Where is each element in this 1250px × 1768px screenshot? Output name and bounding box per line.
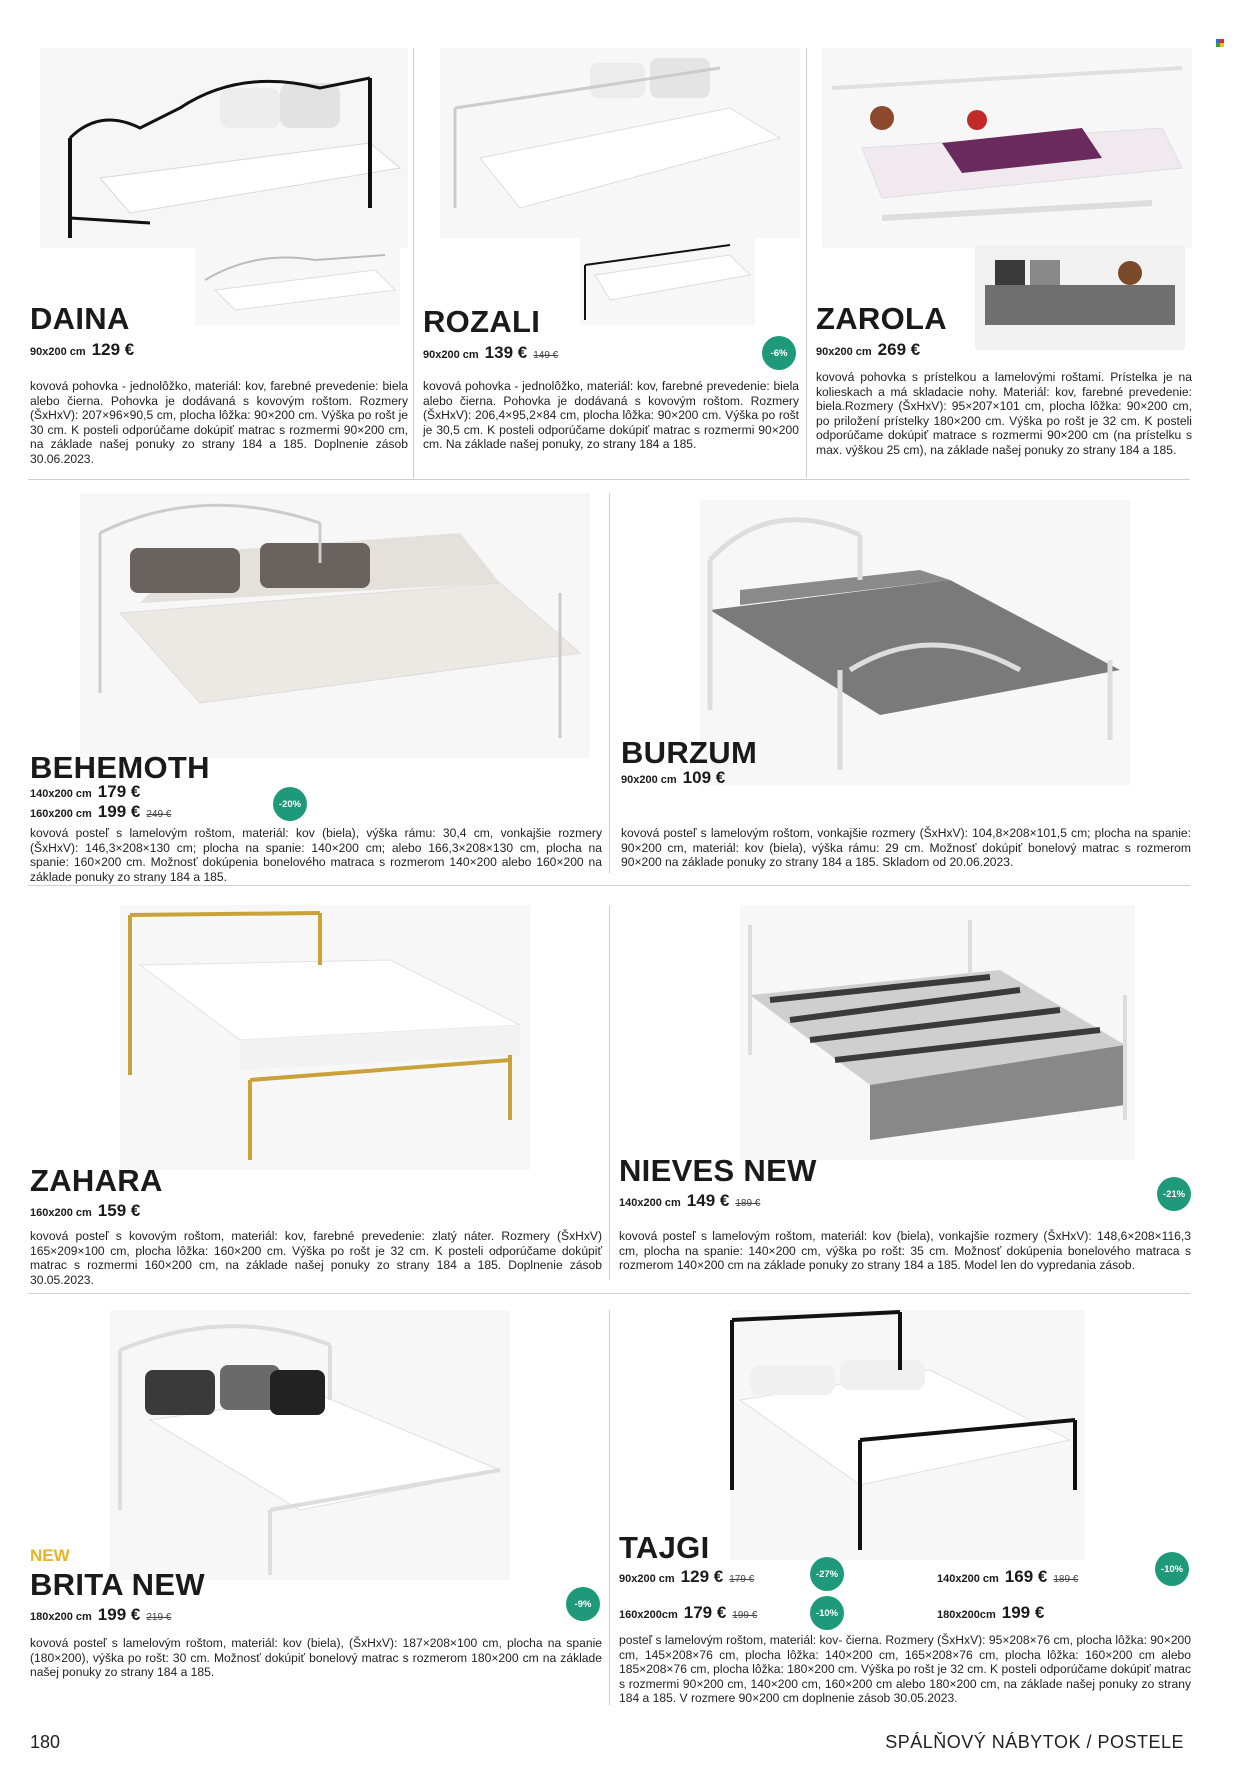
price: 199 € bbox=[1001, 1603, 1045, 1622]
price-row bbox=[619, 1191, 760, 1211]
discount-badge: -27% bbox=[810, 1557, 844, 1591]
size-label: 160x200 cm bbox=[30, 808, 92, 820]
size-label: 90x200 cm bbox=[619, 1573, 675, 1585]
price: 129 € bbox=[91, 340, 135, 359]
new-tag: NEW bbox=[30, 1546, 70, 1565]
discount-badge: -21% bbox=[1157, 1177, 1191, 1211]
page-number: 180 bbox=[30, 1732, 61, 1752]
price-row bbox=[30, 802, 171, 822]
size-label: 140x200 cm bbox=[937, 1573, 999, 1585]
size-label: 180x200cm bbox=[937, 1609, 996, 1621]
product-image-behemoth bbox=[80, 493, 590, 758]
size-label: 160x200 cm bbox=[30, 1207, 92, 1219]
product-description: kovová pohovka - jednolôžko, materiál: kov, farebné prevedenie: biela alebo čierna. Pohovka je dodávaná s kovovým roštom. Rozmery (ŠxHxV): 206,4×95,2×84 cm, plocha lôžka: 90×200 cm. Výška po rošt je 30,5 cm. K posteli odporúčame dokúpiť matrac s rozmermi 90×200 cm. Na základe našej ponuky, zo strany 184 a 185. bbox=[423, 379, 799, 452]
price: 139 € bbox=[484, 343, 528, 362]
product-description: kovová posteľ s lamelovým roštom, materiál: kov (biela), vonkajšie rozmery (ŠxHxV): 148,6×208×116,3 cm, plocha na spanie: 140×200 cm, výška po rošt: 35 cm. Možnosť dokúpenia bonelového matraca s rozmerom 140×200 cm na základe ponuky zo strany 184 a 185. Model len do vypredania zásob. bbox=[619, 1229, 1191, 1273]
price-row bbox=[619, 1567, 754, 1587]
product-name: ZAROLA bbox=[816, 301, 947, 336]
divider bbox=[413, 48, 414, 478]
divider bbox=[609, 905, 610, 1280]
price: 179 € bbox=[97, 782, 141, 801]
price-row bbox=[621, 768, 725, 788]
price-row bbox=[30, 1201, 140, 1221]
product-image-nieves bbox=[740, 905, 1135, 1160]
old-price: 219 € bbox=[146, 1612, 172, 1623]
product-image-rozali bbox=[440, 48, 800, 238]
product-name: DAINA bbox=[30, 301, 130, 336]
product-image-zahara bbox=[120, 905, 530, 1170]
discount-badge: -9% bbox=[566, 1587, 600, 1621]
divider bbox=[806, 48, 807, 478]
size-label: 160x200cm bbox=[619, 1609, 678, 1621]
product-description: kovová pohovka s prístelkou a lamelovými roštami. Prístelka je na kolieskach a má skladacie nohy. Materiál: kov, farebné prevedenie: biela.Rozmery (ŠxHxV): 95×207×101 cm, plocha lôžka: 90×200 cm, po priložení prístelky 180×200 cm. Výška po rošt je 32 cm. K posteli odporúčame dokúpiť matrace s rozmermi 90×200 cm (na prístelku s max. výškou 25 cm), na základe našej ponuky zo strany 184 a 185. bbox=[816, 370, 1192, 457]
product-image-zarola-styled bbox=[975, 245, 1185, 350]
product-description: kovová posteľ s lamelovým roštom, materiál: kov (biela), výška rámu: 30,4 cm, vonkajšie rozmery (ŠxHxV): 146,3×208×130 cm; plocha na spanie: 140×200 cm; alebo 166,3×208×130 cm, plocha na spanie: 160×200 cm. Možnosť dokúpenia bonelového matraca s rozmerom 140×200 alebo 160×200 na základe ponuky zo strany 184 a 185. bbox=[30, 826, 602, 884]
price: 149 € bbox=[686, 1191, 730, 1210]
product-image-rozali-black bbox=[580, 230, 755, 325]
product-description: kovová posteľ s kovovým roštom, materiál: kov, farebné prevedenie: zlatý náter. Rozmery (ŠxHxV) 165×209×100 cm, plocha lôžka: 160×200 cm. Výška po rošt je 32 cm. K posteli odporúčame dokúpiť matrac s rozmermi 160×200 cm, na základe našej ponuky zo strany 184 a 185. Doplnenie zásob 30.05.2023. bbox=[30, 1229, 602, 1287]
price: 269 € bbox=[877, 340, 921, 359]
price-row bbox=[619, 1603, 757, 1623]
divider bbox=[28, 885, 1190, 886]
product-image-zarola bbox=[822, 48, 1192, 248]
price-row bbox=[816, 340, 920, 360]
product-name: NIEVES NEW bbox=[619, 1153, 817, 1188]
old-price: 149 € bbox=[533, 350, 559, 361]
product-description: kovová pohovka - jednolôžko, materiál: kov, farebné prevedenie: biela alebo čierna. Pohovka je dodávaná s kovovým roštom. Rozmery (ŠxHxV): 207×96×90,5 cm, plocha lôžka: 90×200 cm. Výška po rošt je 30 cm. K posteli odporúčame dokúpiť matrac s rozmermi 90×200 cm, na základe našej ponuky zo strany 184 a 185. Doplnenie zásob 30.06.2023. bbox=[30, 379, 408, 466]
old-price: 189 € bbox=[735, 1198, 761, 1209]
old-price: 199 € bbox=[732, 1610, 758, 1621]
divider bbox=[609, 1310, 610, 1705]
size-label: 90x200 cm bbox=[621, 774, 677, 786]
product-image-brita bbox=[110, 1310, 510, 1580]
price: 159 € bbox=[97, 1201, 141, 1220]
divider bbox=[609, 493, 610, 873]
product-description: kovová posteľ s lamelovým roštom, materiál: kov (biela), (ŠxHxV): 187×208×100 cm, plocha na spanie (180×200), výška po rošt: 30 cm. Možnosť dokúpiť bonelový matrac s rozmerom 180×200 cm na základe našej ponuky zo strany 184 a 185. bbox=[30, 1636, 602, 1680]
price-row bbox=[937, 1567, 1078, 1587]
product-description: posteľ s lamelovým roštom, materiál: kov- čierna. Rozmery (ŠxHxV): 95×208×76 cm, plocha lôžka: 90×200 cm, 145×208×76 cm, plocha lôžka: 140×200 cm, 165×208×76 cm, plocha lôžka: 160×200 cm alebo 185×208×76 cm, plocha lôžka: 180×200 cm. Výška po rošt je 32 cm. K posteli odporúčame dokúpiť matrac s rozmermi 90×200 cm, 140×200 cm, 160×200 cm alebo 180×200 cm, na základe našej ponuky zo strany 184 a 185. V rozmere 90×200 cm doplnenie zásob 30.05.2023. bbox=[619, 1633, 1191, 1706]
color-mark-icon bbox=[1216, 34, 1224, 42]
price-row bbox=[30, 782, 140, 802]
product-image-tajgi bbox=[730, 1310, 1085, 1560]
price: 179 € bbox=[683, 1603, 727, 1622]
price: 129 € bbox=[680, 1567, 724, 1586]
discount-badge: -6% bbox=[762, 336, 796, 370]
discount-badge: -10% bbox=[1155, 1552, 1189, 1586]
product-image-burzum bbox=[700, 500, 1130, 785]
product-name: ROZALI bbox=[423, 304, 541, 339]
size-label: 180x200 cm bbox=[30, 1611, 92, 1623]
product-description: kovová posteľ s lamelovým roštom, vonkajšie rozmery (ŠxHxV): 104,8×208×101,5 cm; plocha na spanie: 90×200 cm, materiál: kov (biela), výška rámu: 29 cm. Možnosť dokúpiť bonelový matrac s rozmerom 90×200 na základe ponuky zo strany 184 a 185. Skladom od 20.06.2023. bbox=[621, 826, 1191, 870]
price: 199 € bbox=[97, 802, 141, 821]
discount-badge: -20% bbox=[273, 787, 307, 821]
size-label: 90x200 cm bbox=[816, 346, 872, 358]
price-row bbox=[30, 340, 134, 360]
size-label: 90x200 cm bbox=[423, 349, 479, 361]
product-name: BURZUM bbox=[621, 735, 758, 770]
size-label: 140x200 cm bbox=[30, 788, 92, 800]
product-name: BRITA NEW bbox=[30, 1567, 205, 1602]
price: 169 € bbox=[1004, 1567, 1048, 1586]
page-category: SPÁLŇOVÝ NÁBYTOK / POSTELE bbox=[885, 1732, 1184, 1752]
product-image-daina bbox=[40, 48, 408, 248]
product-name: ZAHARA bbox=[30, 1163, 163, 1198]
size-label: 140x200 cm bbox=[619, 1197, 681, 1209]
divider bbox=[28, 479, 1190, 480]
size-label: 90x200 cm bbox=[30, 346, 86, 358]
product-name: BEHEMOTH bbox=[30, 750, 210, 785]
old-price: 249 € bbox=[146, 809, 172, 820]
price-row bbox=[30, 1605, 171, 1625]
product-image-daina-white bbox=[195, 240, 400, 325]
product-name: TAJGI bbox=[619, 1530, 710, 1565]
price: 199 € bbox=[97, 1605, 141, 1624]
discount-badge: -10% bbox=[810, 1596, 844, 1630]
old-price: 179 € bbox=[729, 1574, 755, 1585]
old-price: 189 € bbox=[1053, 1574, 1079, 1585]
price: 109 € bbox=[682, 768, 726, 787]
price-row bbox=[937, 1603, 1044, 1623]
divider bbox=[28, 1293, 1190, 1294]
price-row bbox=[423, 343, 558, 363]
